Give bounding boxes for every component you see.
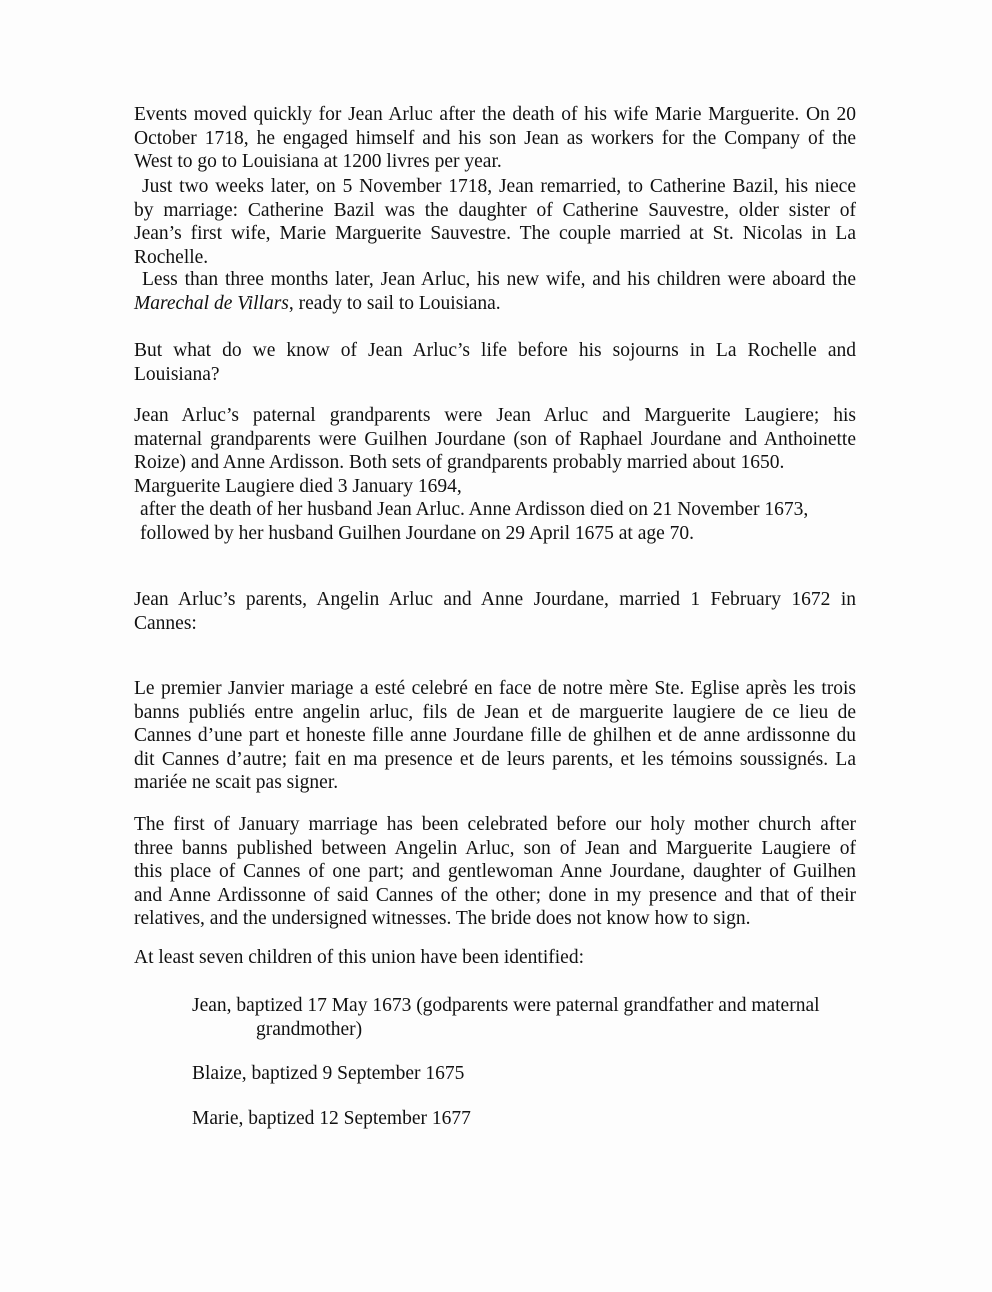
text-line: relatives, and the undersigned witnesses. The bride does not know how to sign.	[134, 908, 751, 929]
text-line: The first of January marriage has been celebrated before our holy mother church after	[134, 814, 856, 835]
list-item	[192, 994, 872, 1041]
text-line: Less than three months later, Jean Arluc, his new wife, and his children were aboard the	[142, 269, 856, 290]
text-line: banns publiés entre angelin arluc, fils de Jean et de marguerite laugiere de ce lieu de	[134, 701, 856, 723]
text-line: maternal grandparents were Guilhen Jourdane (son of Raphael Jourdane and Anthoinette	[134, 428, 856, 450]
text-line: October 1718, he engaged himself and his son Jean as workers for the Company of the	[134, 127, 856, 149]
text-fragment: , ready to sail to Louisiana.	[288, 292, 501, 314]
text-line: Jean, baptized 17 May 1673 (godparents were paternal grandfather and maternal	[192, 995, 820, 1016]
paragraph-translation	[134, 813, 856, 931]
paragraph-children-intro	[134, 946, 856, 970]
list-item	[192, 1062, 872, 1086]
list-item	[192, 1107, 872, 1131]
text-line: Marie, baptized 12 September 1677	[192, 1108, 471, 1129]
paragraph-question	[134, 339, 856, 386]
text-line: three banns published between Angelin Arluc, son of Jean and Marguerite Laugiere of	[134, 837, 856, 859]
text-line: dit Cannes d’autre; fait en ma presence et de leurs parents, et les témoins soussignés. La	[134, 748, 856, 770]
text-line: after the death of her husband Jean Arluc. Anne Ardisson died on 21 November 1673,	[140, 499, 809, 520]
text-line: Le premier Janvier mariage a esté celebré en face de notre mère Ste. Eglise après les trois	[134, 678, 856, 699]
ship-name: Marechal de Villars	[134, 292, 289, 314]
text-line: grandmother)	[256, 1018, 363, 1040]
text-line: Events moved quickly for Jean Arluc after the death of his wife Marie Marguerite. On 20	[134, 104, 856, 125]
text-line: followed by her husband Guilhen Jourdane on 29 April 1675 at age 70.	[140, 522, 695, 544]
paragraph-french-record	[134, 677, 856, 795]
text-line: At least seven children of this union have been identified:	[134, 947, 584, 968]
text-line: by marriage: Catherine Bazil was the daughter of Catherine Sauvestre, older sister of	[134, 199, 856, 221]
text-line: Just two weeks later, on 5 November 1718, Jean remarried, to Catherine Bazil, his niece	[142, 176, 856, 197]
paragraph-remarriage	[134, 175, 856, 269]
paragraph-events	[134, 103, 856, 174]
text-line: Marguerite Laugiere died 3 January 1694,	[134, 475, 462, 497]
text-line	[134, 292, 856, 316]
text-line: Roize) and Anne Ardisson. Both sets of grandparents probably married about 1650.	[134, 452, 785, 473]
paragraph-parents	[134, 588, 856, 635]
text-line: Jean Arluc’s parents, Angelin Arluc and Anne Jourdane, married 1 February 1672 in	[134, 589, 856, 610]
text-line: this place of Cannes of one part; and gentlewoman Anne Jourdane, daughter of Guilhen	[134, 861, 856, 882]
text-line: Rochelle.	[134, 246, 209, 268]
paragraph-voyage	[134, 268, 856, 315]
text-line: Blaize, baptized 9 September 1675	[192, 1063, 465, 1084]
text-line: Cannes d’une part et honeste fille anne Jourdane fille de ghilhen et de anne ardissonne du	[134, 725, 856, 746]
paragraph-grandparents	[134, 404, 856, 545]
text-line: Jean Arluc’s paternal grandparents were Jean Arluc and Marguerite Laugiere; his	[134, 405, 856, 426]
text-line: But what do we know of Jean Arluc’s life before his sojourns in La Rochelle and	[134, 340, 856, 361]
text-line: Cannes:	[134, 612, 197, 634]
text-line: Jean’s first wife, Marie Marguerite Sauvestre. The couple married at St. Nicolas in La	[134, 223, 856, 244]
text-line: Louisiana?	[134, 363, 220, 385]
text-line: mariée ne scait pas signer.	[134, 772, 339, 793]
text-line: West to go to Louisiana at 1200 livres per year.	[134, 151, 502, 172]
text-line: and Anne Ardissonne of said Cannes of the other; done in my presence and that of their	[134, 884, 856, 906]
